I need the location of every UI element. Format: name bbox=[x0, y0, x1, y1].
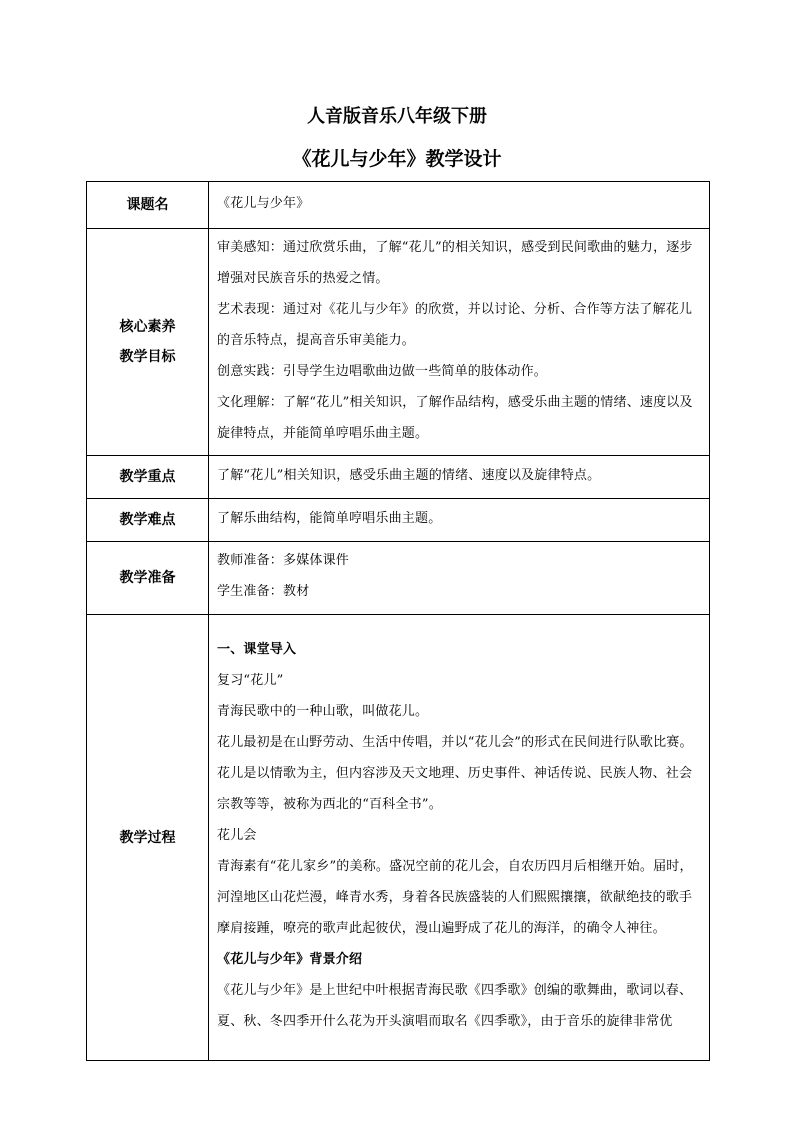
goals-label bbox=[87, 229, 209, 456]
goals-content bbox=[209, 229, 710, 456]
topic-text: 《花儿与少年》 bbox=[217, 195, 310, 211]
goals-label-line2: 教学目标 bbox=[119, 349, 176, 365]
goal-artistic: 艺术表现：通过对《花儿与少年》的欣赏，并以讨论、分析、合作等方法了解花儿的音乐特点，提高音乐审美能力。 bbox=[217, 301, 693, 348]
topic-value bbox=[209, 182, 710, 229]
table-row-process bbox=[87, 615, 710, 1061]
sub-heading: 花儿会 bbox=[217, 828, 257, 843]
process-paragraph-3: 青海素有“花儿家乡”的美称。盛况空前的花儿会，自农历四月后相继开始。届时，河湟地区山花烂漫，峰青水秀，身着各民族盛装的人们熙熙攘攘，欲献绝技的歌手摩肩接踵，嘹亮的歌声此起彼伏，漫山遍野成了花儿的海洋，的确令人神往。 bbox=[217, 859, 693, 936]
goal-aesthetic: 审美感知：通过欣赏乐曲，了解“花儿”的相关知识，感受到民间歌曲的魅力，逐步增强对民族音乐的热爱之情。 bbox=[217, 239, 693, 286]
review-heading: 复习“花儿” bbox=[217, 673, 284, 688]
table-row-key-points bbox=[87, 456, 710, 499]
lesson-plan-table bbox=[86, 181, 710, 1061]
topic-label: 课题名 bbox=[87, 182, 209, 229]
table-row-difficulties bbox=[87, 499, 710, 542]
table-row-goals bbox=[87, 229, 710, 456]
process-content bbox=[209, 615, 710, 1061]
process-label: 教学过程 bbox=[87, 615, 209, 1061]
goal-creative: 创意实践：引导学生边唱歌曲边做一些简单的肢体动作。 bbox=[217, 363, 548, 379]
section-heading: 一、课堂导入 bbox=[217, 642, 297, 657]
difficulties-text: 了解乐曲结构，能简单哼唱乐曲主题。 bbox=[217, 510, 442, 526]
goal-cultural: 文化理解：了解“花儿”相关知识，了解作品结构，感受乐曲主题的情绪、速度以及旋律特点，并能简单哼唱乐曲主题。 bbox=[217, 394, 693, 441]
key-points-label: 教学重点 bbox=[87, 456, 209, 499]
table-row-topic bbox=[87, 182, 710, 229]
prep-student: 学生准备：教材 bbox=[217, 584, 310, 599]
preparation-content bbox=[209, 542, 710, 615]
table-row-preparation bbox=[87, 542, 710, 615]
process-paragraph-2: 花儿最初是在山野劳动、生活中传唱，并以“花儿会”的形式在民间进行队歌比赛。花儿是以情歌为主，但内容涉及天文地理、历史事件、神话传说、民族人物、社会宗教等等，被称为西北的“百科全书”。 bbox=[217, 735, 693, 812]
key-points-content bbox=[209, 456, 710, 499]
document-title-line1: 人音版音乐八年级下册 bbox=[307, 106, 487, 127]
background-heading: 《花儿与少年》背景介绍 bbox=[217, 952, 363, 967]
key-points-text: 了解“花儿”相关知识，感受乐曲主题的情绪、速度以及旋律特点。 bbox=[217, 467, 601, 483]
preparation-label: 教学准备 bbox=[87, 542, 209, 615]
document-title-line2: 《花儿与少年》教学设计 bbox=[292, 148, 502, 170]
difficulties-content bbox=[209, 499, 710, 542]
process-paragraph-4: 《花儿与少年》是上世纪中叶根据青海民歌《四季歌》创编的歌舞曲，歌词以春、夏、秋、冬四季开什么花为开头演唱而取名《四季歌》，由于音乐的旋律非常优 bbox=[217, 983, 693, 1029]
process-paragraph-1: 青海民歌中的一种山歌，叫做花儿。 bbox=[217, 704, 429, 719]
goals-label-line1: 核心素养 bbox=[119, 319, 176, 335]
prep-teacher: 教师准备：多媒体课件 bbox=[217, 553, 350, 568]
difficulties-label: 教学难点 bbox=[87, 499, 209, 542]
